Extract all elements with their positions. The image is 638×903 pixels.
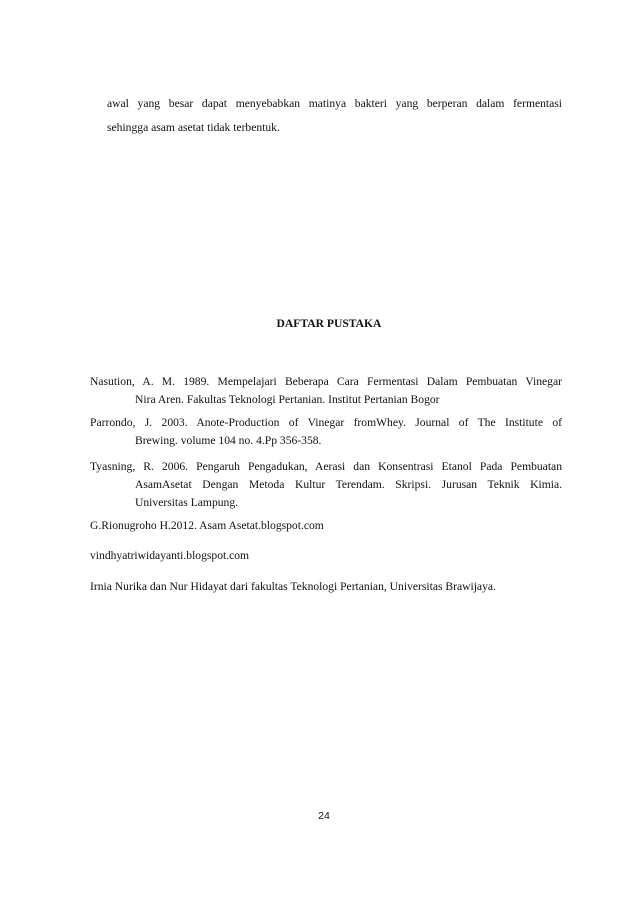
reference-entry <box>90 578 562 596</box>
reference-line: Brewing. volume 104 no. 4.Pp 356-358. <box>135 434 322 447</box>
reference-entry <box>90 517 562 535</box>
reference-line: Irnia Nurika dan Nur Hidayat dari fakultas Teknologi Pertanian, Universitas Brawijaya. <box>90 580 496 593</box>
reference-entry <box>90 458 562 512</box>
reference-line: Nasution, A. M. 1989. Mempelajari Beberapa Cara Fermentasi Dalam Pembuatan Vinegar <box>90 375 562 388</box>
reference-line: G.Rionugroho H.2012. Asam Asetat.blogspot.com <box>90 519 324 532</box>
reference-line: Parrondo, J. 2003. Anote-Production of Vinegar fromWhey. Journal of The Institute of <box>90 416 562 429</box>
paragraph-line: sehingga asam asetat tidak terbentuk. <box>107 121 280 134</box>
reference-entry <box>90 414 562 450</box>
reference-line: Universitas Lampung. <box>135 496 239 509</box>
page-number: 24 <box>318 810 330 822</box>
body-paragraph <box>107 92 562 140</box>
paragraph-line: awal yang besar dapat menyebabkan matinya bakteri yang berperan dalam fermentasi <box>107 97 562 110</box>
references-heading: DAFTAR PUSTAKA <box>276 317 382 330</box>
reference-line: AsamAsetat Dengan Metoda Kultur Terendam. Skripsi. Jurusan Teknik Kimia. <box>135 478 562 491</box>
reference-entry <box>90 373 562 409</box>
reference-line: vindhyatriwidayanti.blogspot.com <box>90 549 250 562</box>
reference-line: Nira Aren. Fakultas Teknologi Pertanian. Institut Pertanian Bogor <box>135 393 440 406</box>
reference-line: Tyasning, R. 2006. Pengaruh Pengadukan, Aerasi dan Konsentrasi Etanol Pada Pembuatan <box>90 460 562 473</box>
reference-entry <box>90 547 562 565</box>
